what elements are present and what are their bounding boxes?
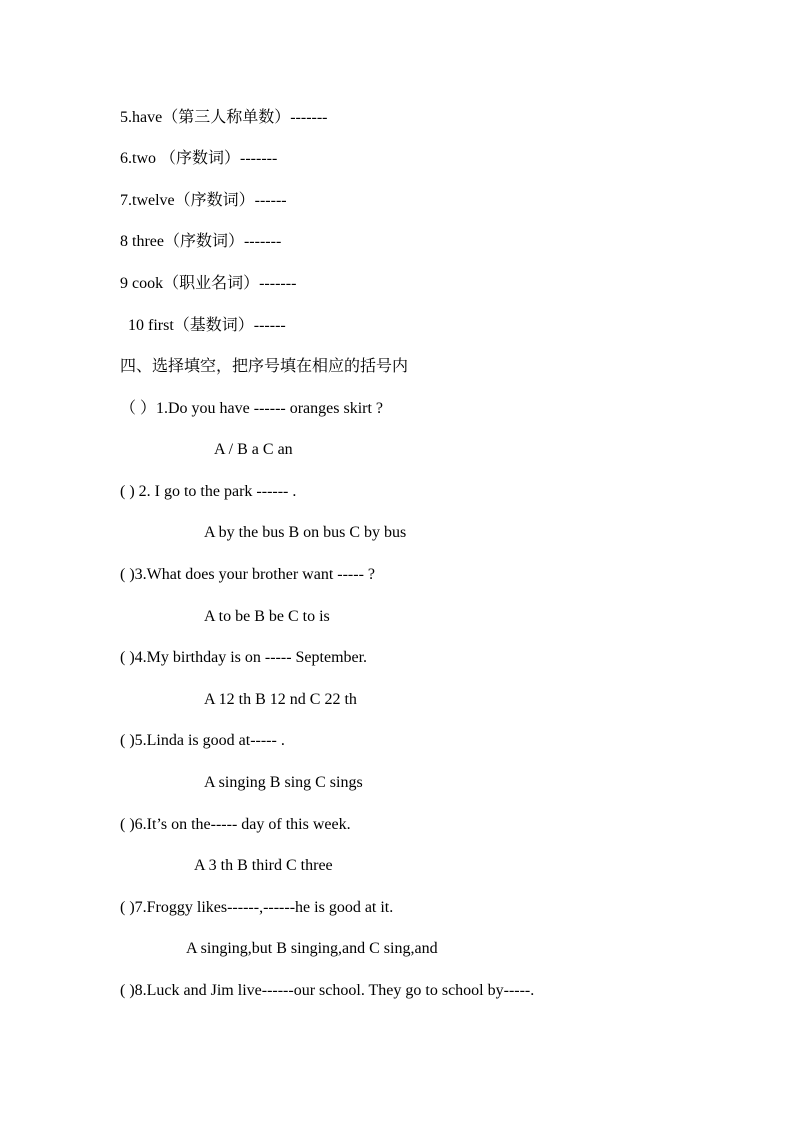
question-5-stem: ( )5.Linda is good at----- . bbox=[120, 732, 285, 749]
conversion-item-7: 7.twelve（序数词）------ bbox=[120, 192, 287, 209]
question-3-options: A to be B be C to is bbox=[204, 608, 330, 625]
question-7-options: A singing,but B singing,and C sing,and bbox=[186, 940, 438, 957]
conversion-item-10: 10 first（基数词）------ bbox=[128, 317, 286, 334]
conversion-item-5: 5.have（第三人称单数）------- bbox=[120, 109, 328, 126]
question-4-stem: ( )4.My birthday is on ----- September. bbox=[120, 649, 368, 666]
section-four-heading: 四、选择填空，把序号填在相应的括号内 bbox=[120, 358, 409, 375]
question-8-stem: ( )8.Luck and Jim live------our school. They go to school by-----. bbox=[120, 982, 535, 999]
question-6-stem: ( )6.It’s on the----- day of this week. bbox=[120, 816, 351, 833]
question-1-options: A / B a C an bbox=[214, 441, 293, 458]
conversion-item-6: 6.two （序数词）------- bbox=[120, 150, 278, 167]
question-3-stem: ( )3.What does your brother want ----- ? bbox=[120, 566, 376, 583]
question-2-stem: ( ) 2. I go to the park ------ . bbox=[120, 483, 297, 500]
question-7-stem: ( )7.Froggy likes------,------he is good at it. bbox=[120, 899, 394, 916]
question-1-stem: （ ）1.Do you have ------ oranges skirt ? bbox=[120, 400, 384, 417]
conversion-item-8: 8 three（序数词）------- bbox=[120, 233, 282, 250]
question-2-options: A by the bus B on bus C by bus bbox=[204, 524, 407, 541]
conversion-item-9: 9 cook（职业名词）------- bbox=[120, 275, 297, 292]
question-4-options: A 12 th B 12 nd C 22 th bbox=[204, 691, 357, 708]
question-5-options: A singing B sing C sings bbox=[204, 774, 363, 791]
question-6-options: A 3 th B third C three bbox=[194, 857, 333, 874]
